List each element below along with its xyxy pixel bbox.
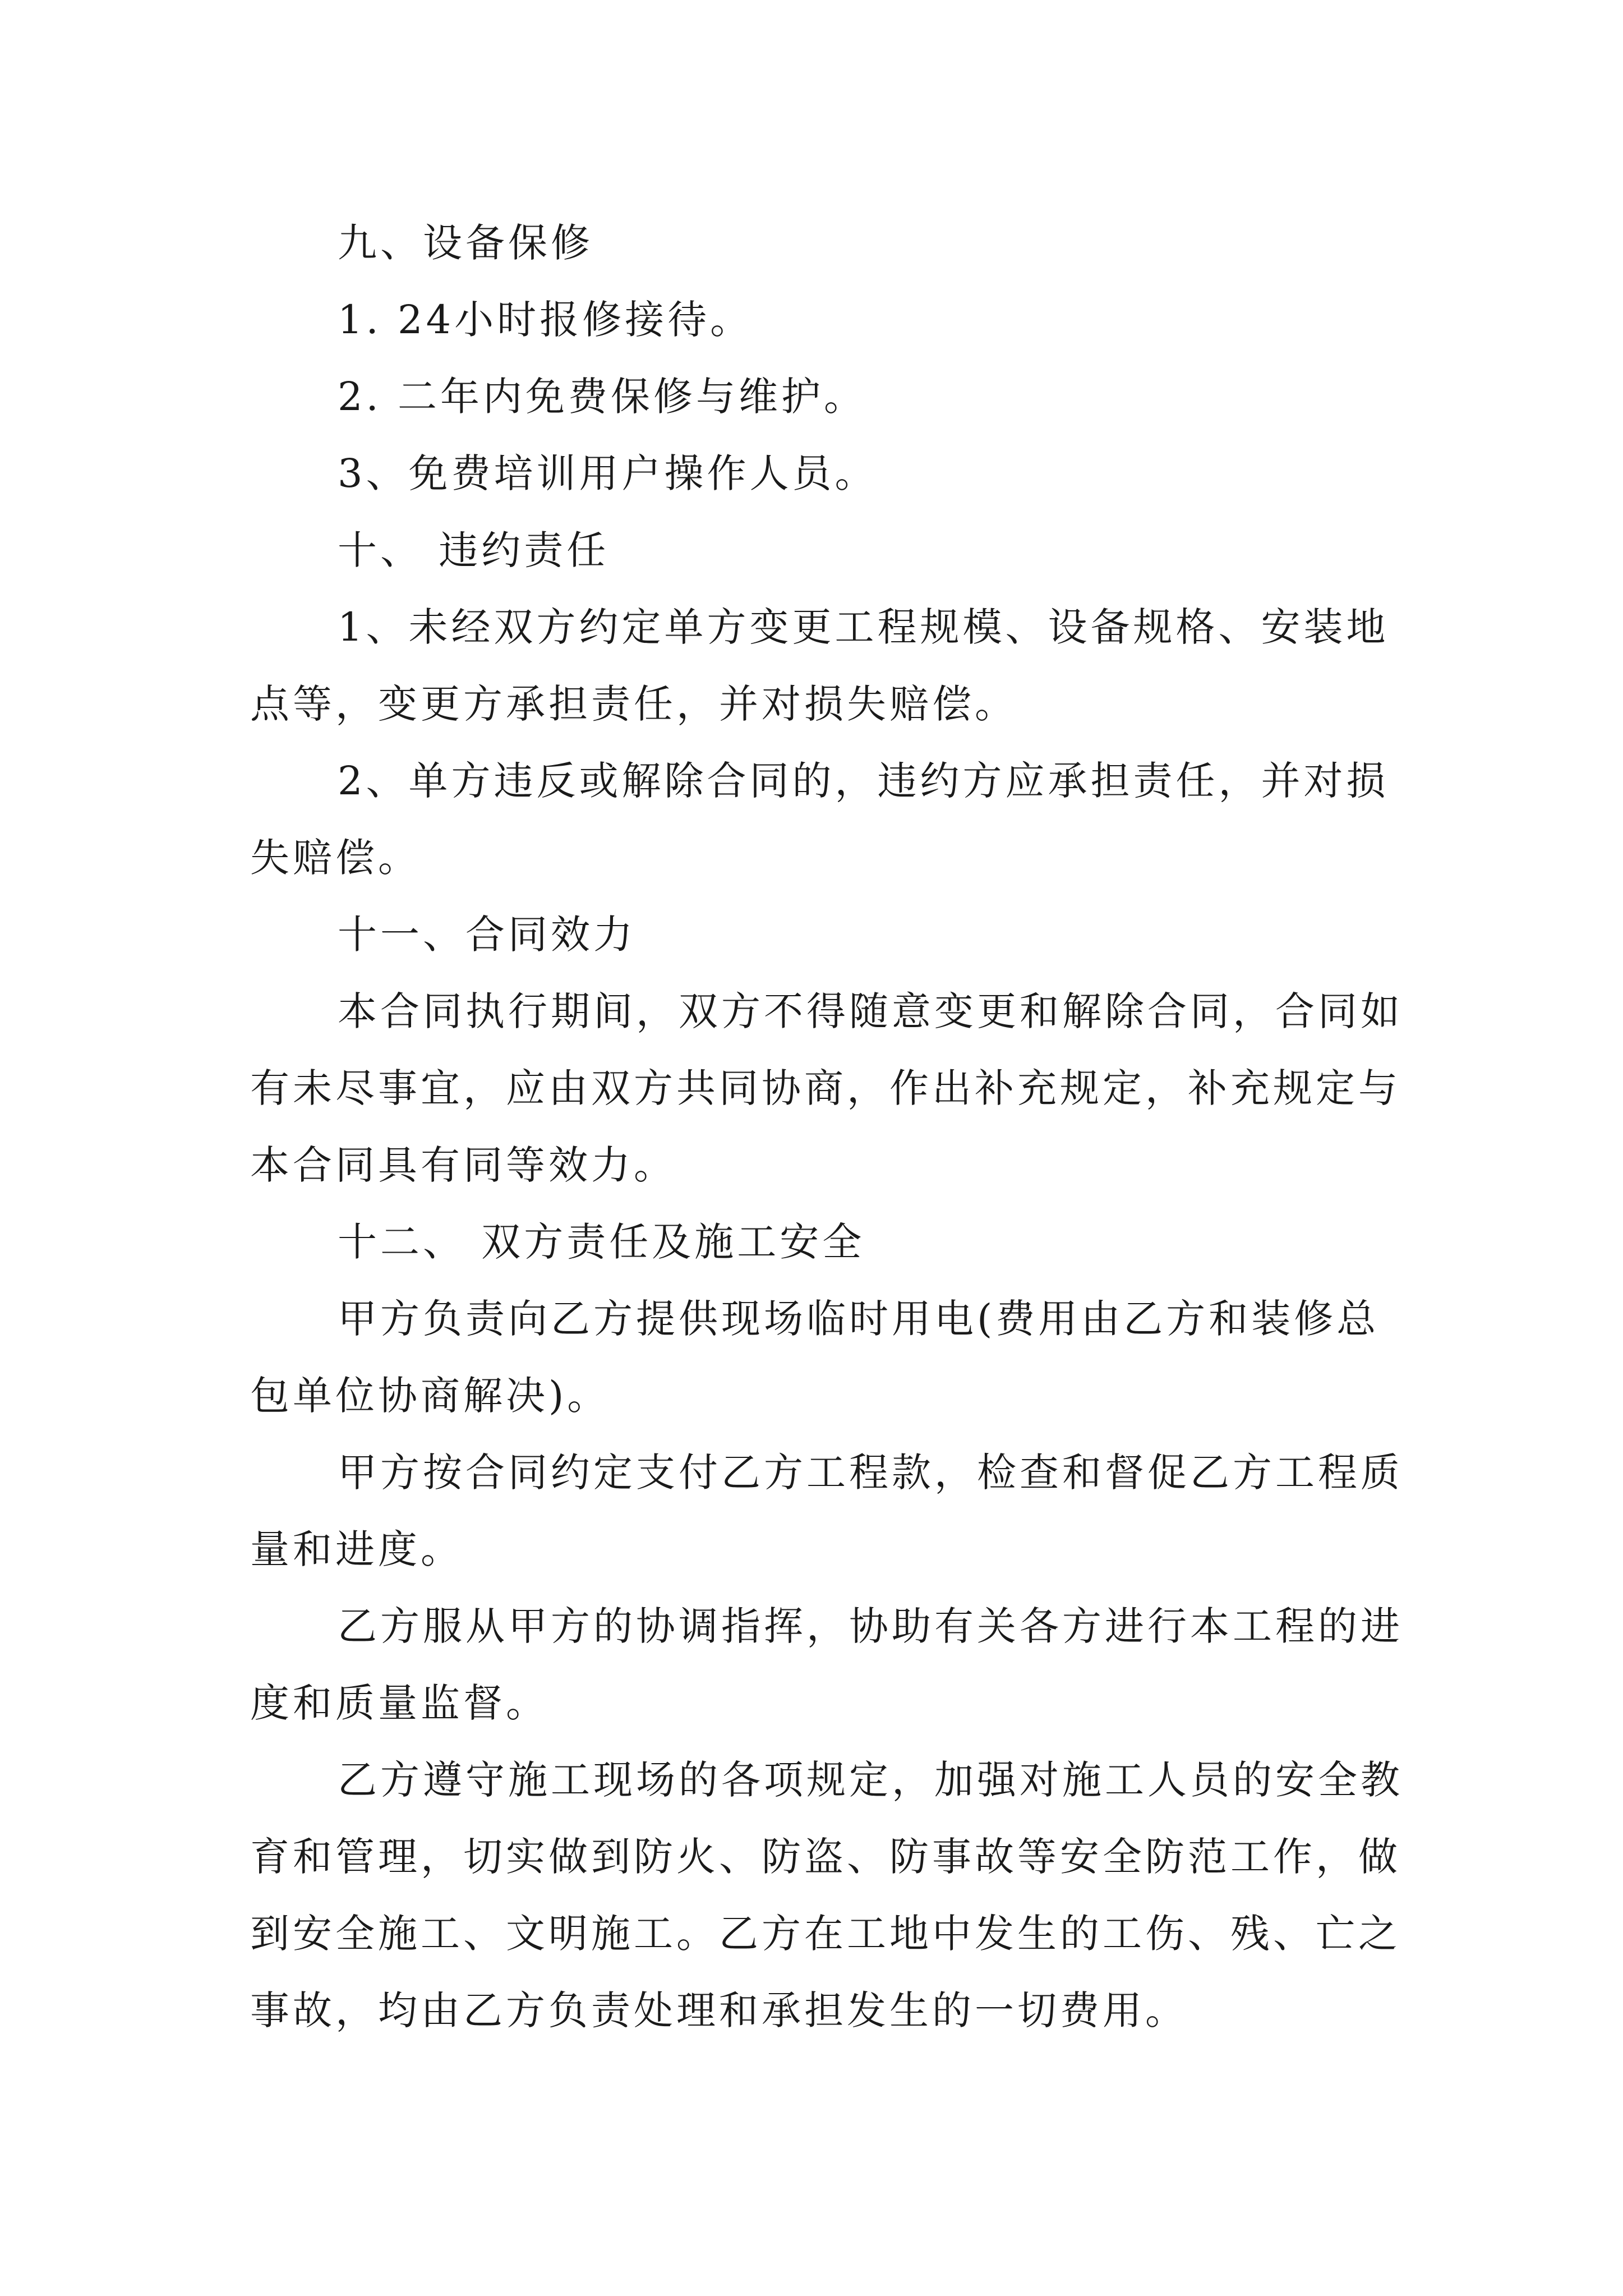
responsibility-paragraph-1: 甲方负责向乙方提供现场临时用电(费用由乙方和装修总包单位协商解决)。 <box>250 1296 1380 1419</box>
liability-item-2: 2、单方违反或解除合同的，违约方应承担责任，并对损失赔偿。 <box>250 758 1389 881</box>
warranty-item-3: 3、免费培训用户操作人员。 <box>338 450 878 496</box>
document-body <box>250 205 1405 2049</box>
warranty-item-2: 2. 二年内免费保修与维护。 <box>338 374 867 420</box>
responsibility-paragraph-2: 甲方按合同约定支付乙方工程款，检查和督促乙方工程质量和进度。 <box>250 1450 1403 1572</box>
section-heading-warranty: 九、设备保修 <box>338 220 593 266</box>
section-heading-responsibilities: 十二、 双方责任及施工安全 <box>338 1219 865 1265</box>
validity-paragraph: 本合同执行期间，双方不得随意变更和解除合同，合同如有未尽事宜，应由双方共同协商，作出补充规定，补充规定与本合同具有同等效力。 <box>250 988 1403 1188</box>
liability-item-1: 1、未经双方约定单方变更工程规模、设备规格、安装地点等，变更方承担责任，并对损失赔偿。 <box>250 604 1389 727</box>
warranty-item-1: 1. 24小时报修接待。 <box>338 297 753 343</box>
responsibility-paragraph-3: 乙方服从甲方的协调指挥，协助有关各方进行本工程的进度和质量监督。 <box>250 1603 1403 1726</box>
section-heading-liability: 十、 违约责任 <box>338 527 610 573</box>
section-heading-validity: 十一、合同效力 <box>338 912 636 958</box>
responsibility-paragraph-4: 乙方遵守施工现场的各项规定，加强对施工人员的安全教育和管理，切实做到防火、防盗、防事故等安全防范工作，做到安全施工、文明施工。乙方在工地中发生的工伤、残、亡之事故，均由乙方负责处理和承担发生的一切费用。 <box>250 1757 1403 2033</box>
